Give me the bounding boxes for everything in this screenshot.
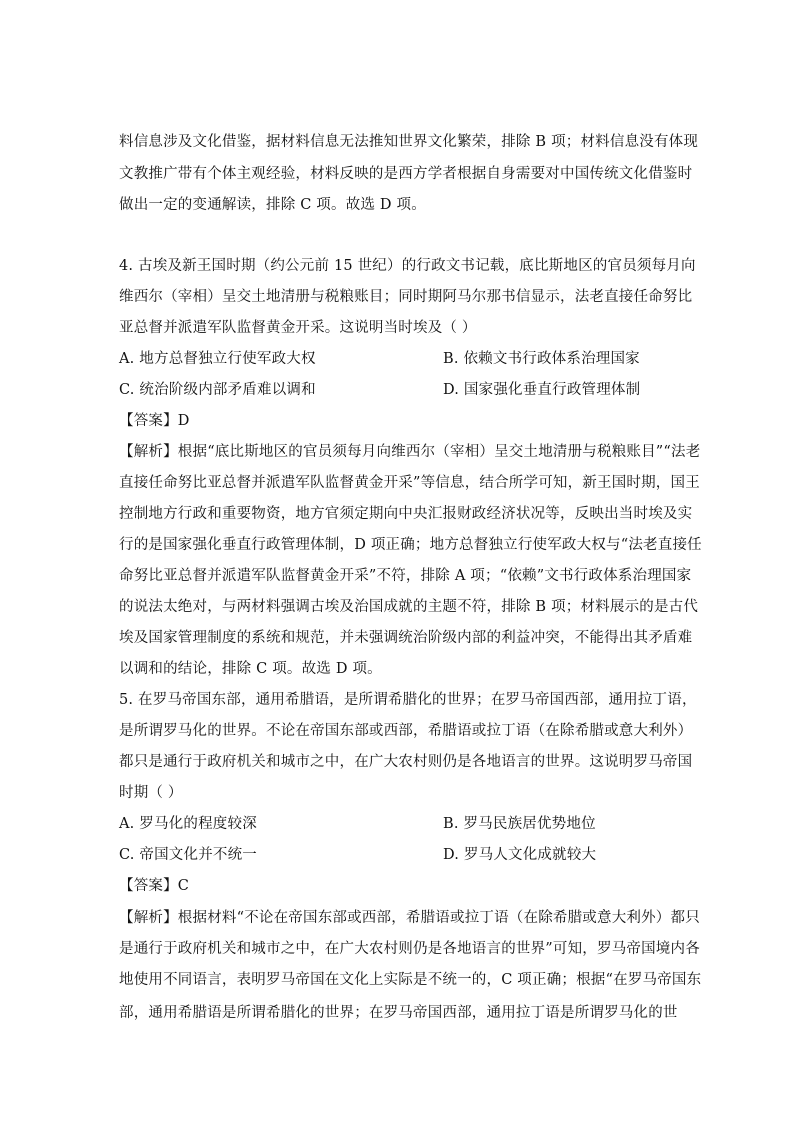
q4-analysis-line-2: 直接任命努比亚总督并派遣军队监督黄金开采”等信息，结合所学可知，新王国时期，国王 <box>119 475 700 491</box>
q5-analysis-line-3: 地使用不同语言，表明罗马帝国在文化上实际是不统一的，C 项正确；根据“在罗马帝国东 <box>119 972 702 988</box>
q4-analysis-line-7: 埃及国家管理制度的系统和规范，并未强调统治阶级内部的利益冲突，不能得出其矛盾难 <box>119 630 693 646</box>
q5-answer: 【答案】C <box>119 878 190 894</box>
q4-option-d: D. 国家强化垂直行政管理体制 <box>443 382 641 398</box>
prev-analysis-line-2: 文教推广带有个体主观经验，材料反映的是西方学者根据自身需要对中国传统文化借鉴时 <box>119 166 693 182</box>
q5-option-b: B. 罗马民族居优势地位 <box>443 816 596 832</box>
q4-analysis-line-1: 【解析】根据“底比斯地区的官员须每月向维西尔（宰相）呈交土地清册与税粮账目”“法老 <box>119 444 701 460</box>
q5-stem-line-4: 时期（ ） <box>119 785 183 801</box>
prev-analysis-line-3: 做出一定的变通解读，排除 C 项。故选 D 项。 <box>119 197 426 213</box>
q4-option-a: A. 地方总督独立行使军政大权 <box>119 351 316 367</box>
q5-stem-line-2: 是所谓罗马化的世界。不论在帝国东部或西部，希腊语或拉丁语（在除希腊或意大利外） <box>119 723 693 739</box>
q4-answer: 【答案】D <box>119 413 190 429</box>
prev-analysis-line-1: 料信息涉及文化借鉴，据材料信息无法推知世界文化繁荣，排除 B 项；材料信息没有体现 <box>119 134 699 150</box>
q4-analysis-line-8: 以调和的结论，排除 C 项。故选 D 项。 <box>119 661 382 677</box>
q5-analysis-line-2: 是通行于政府机关和城市之中，在广大农村则仍是各地语言的世界”可知，罗马帝国境内各 <box>119 941 700 957</box>
q4-analysis-line-4: 行的是国家强化垂直行政管理体制，D 项正确；地方总督独立行使军政大权与“法老直接任 <box>119 537 702 553</box>
q4-analysis-line-6: 的说法太绝对，与两材料强调古埃及治国成就的主题不符，排除 B 项；材料展示的是古代 <box>119 599 699 615</box>
q4-option-c: C. 统治阶级内部矛盾难以调和 <box>119 382 316 398</box>
q5-analysis-line-4: 部，通用希腊语是所谓希腊化的世界；在罗马帝国西部，通用拉丁语是所谓罗马化的世 <box>119 1005 678 1021</box>
q5-option-a: A. 罗马化的程度较深 <box>119 816 257 832</box>
q4-stem-line-2: 维西尔（宰相）呈交土地清册与税粮账目；同时期阿马尔那书信显示，法老直接任命努比 <box>119 289 693 305</box>
q4-stem-line-3: 亚总督并派遣军队监督黄金开采。这说明当时埃及（ ） <box>119 320 477 336</box>
q4-option-b: B. 依赖文书行政体系治理国家 <box>443 351 640 367</box>
q4-analysis-line-3: 控制地方行政和重要物资，地方官须定期向中央汇报财政经济状况等，反映出当时埃及实 <box>119 506 693 522</box>
q5-analysis-line-1: 【解析】根据材料“不论在帝国东部或西部，希腊语或拉丁语（在除希腊或意大利外）都只 <box>119 910 700 926</box>
q5-option-c: C. 帝国文化并不统一 <box>119 847 257 863</box>
q5-stem-line-3: 都只是通行于政府机关和城市之中，在广大农村则仍是各地语言的世界。这说明罗马帝国 <box>119 754 693 770</box>
q5-stem-line-1: 5. 在罗马帝国东部，通用希腊语，是所谓希腊化的世界；在罗马帝国西部，通用拉丁语， <box>119 692 697 708</box>
q5-option-d: D. 罗马人文化成就较大 <box>443 847 597 863</box>
q4-analysis-line-5: 命努比亚总督并派遣军队监督黄金开采”不符，排除 A 项；“依赖”文书行政体系治理国家 <box>119 568 692 584</box>
q4-stem-line-1: 4. 古埃及新王国时期（约公元前 15 世纪）的行政文书记载，底比斯地区的官员须每月向 <box>119 258 696 274</box>
